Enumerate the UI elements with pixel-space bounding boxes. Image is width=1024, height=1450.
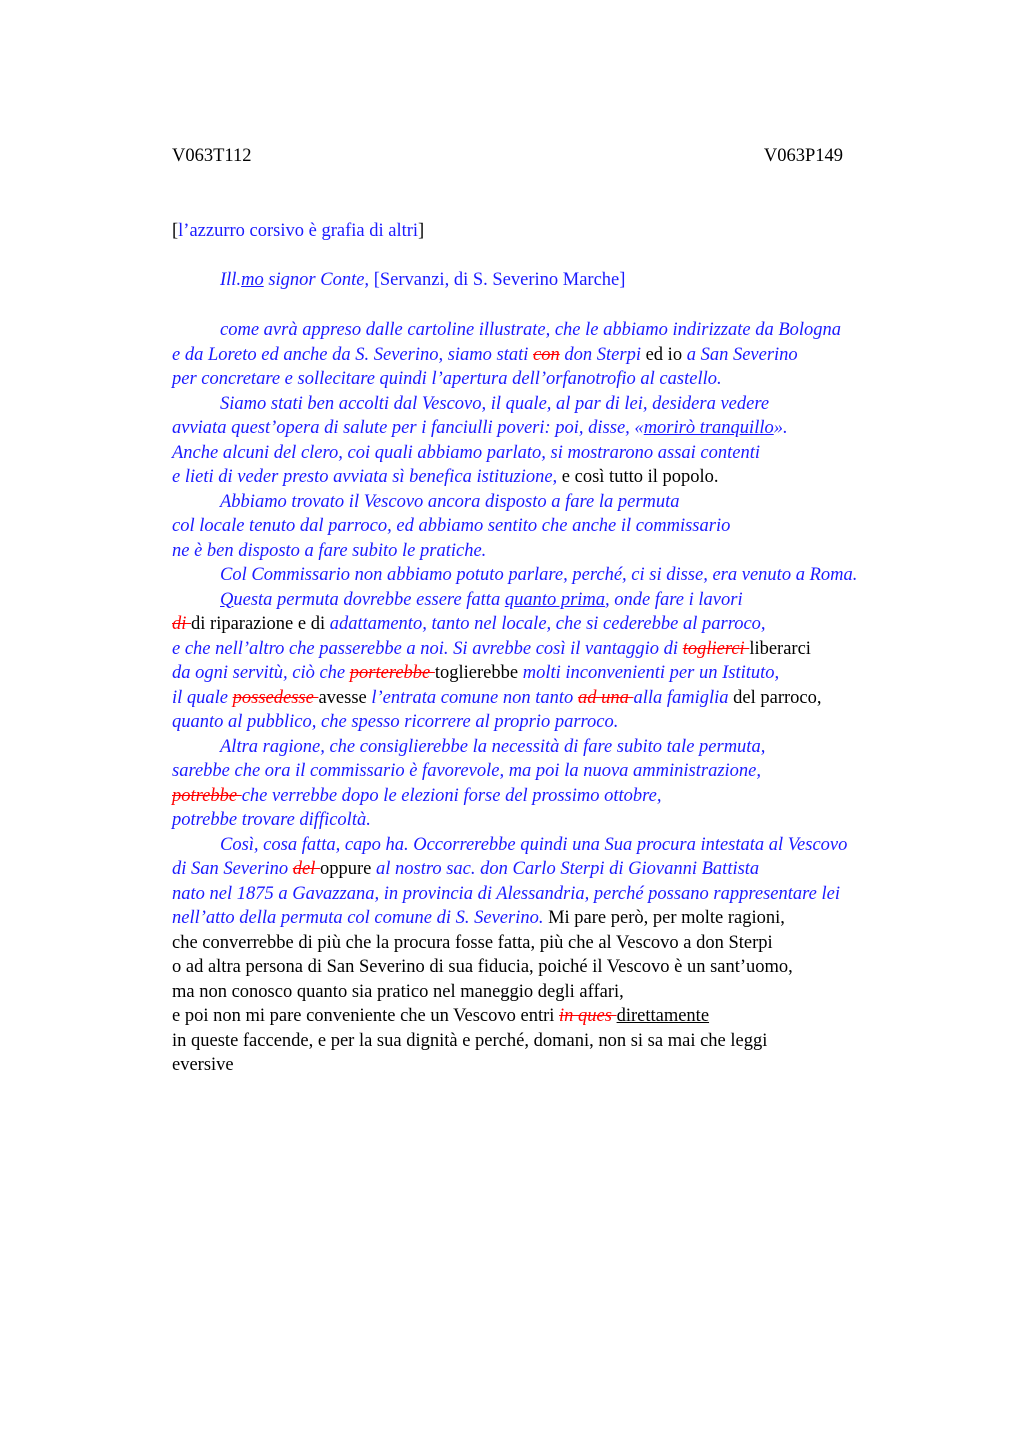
p1-text: a San Severino	[686, 344, 798, 365]
deleted-word: del	[292, 859, 320, 879]
deleted-word: ad una	[577, 687, 634, 708]
underlined-quote: morirò tranquillo	[643, 418, 774, 438]
deleted-word: di	[172, 614, 192, 634]
p7-author-line: ma non conosco quanto sia pratico nel maneggio degli affari,	[172, 981, 624, 1002]
p2-line: avviata quest’opera di salute per i fanciulli poveri: poi, disse, «	[172, 418, 644, 438]
p5-author-text: liberarci	[749, 638, 811, 659]
p5-author-text: avesse	[318, 687, 367, 708]
paragraph-1	[172, 318, 902, 392]
document-id-right: V063P149	[763, 146, 843, 166]
salutation-rest: signor Conte,	[263, 270, 374, 290]
editorial-note	[172, 221, 424, 242]
p7-text: al nostro sac. don Carlo Sterpi di Giovanni Battista	[371, 859, 760, 879]
note-text: l’azzurro corsivo è grafia di altri	[178, 221, 419, 241]
p6-line: Altra ragione, che consiglierebbe la necessità di fare subito tale permuta,	[220, 736, 766, 757]
p5-text: quanto al pubblico, che spesso ricorrere al proprio parroco.	[172, 712, 619, 732]
underlined-letter: Q	[220, 589, 234, 610]
deleted-word: potrebbe	[172, 785, 242, 806]
p7-author-text: oppure	[319, 859, 372, 879]
p2-line: Siamo stati ben accolti dal Vescovo, il quale, al par di lei, desidera vedere	[220, 393, 770, 414]
p2-line: e lieti di veder presto avviata sì benefica istituzione,	[172, 467, 558, 487]
p7-author-line: eversive	[172, 1055, 234, 1075]
p5-text: il quale	[172, 687, 233, 708]
deleted-word: possedesse	[232, 687, 319, 708]
p5-text: molti inconvenienti per un Istituto,	[518, 663, 780, 683]
salutation-bracket-note: [Servanzi, di S. Severino Marche]	[373, 270, 626, 290]
underlined-word: direttamente	[616, 1006, 710, 1026]
p6-text: che verrebbe dopo le elezioni forse del prossimo ottobre,	[241, 785, 662, 806]
p5-text: , onde fare i lavori	[605, 589, 743, 610]
p2-text: ».	[773, 418, 788, 438]
p5-author-text: di riparazione e di	[191, 614, 330, 634]
p5-text: adattamento, tanto nel locale, che si cederebbe al parroco,	[329, 614, 766, 634]
p1-line: e da Loreto ed anche da S. Severino, siamo stati	[172, 344, 534, 365]
salutation-ill: Ill.	[220, 270, 242, 290]
deleted-word: con	[533, 344, 560, 365]
p5-text: da ogni servitù, ciò che	[172, 663, 350, 683]
p7-author-line: che converrebbe di più che la procura fosse fatta, più che al Vescovo a don Sterpi	[172, 932, 773, 953]
p7-line: Così, cosa fatta, capo ha. Occorrerebbe quindi una Sua procura intestata al Vescovo	[220, 834, 848, 855]
p5-author-text: toglierebbe	[434, 663, 519, 683]
p6-line: potrebbe trovare difficoltà.	[172, 810, 371, 830]
p5-author-text: del parroco,	[728, 687, 822, 708]
paragraph-3	[172, 490, 902, 564]
letter-body	[172, 318, 902, 1078]
p7-author-line: o ad altra persona di San Severino di sua fiducia, poiché il Vescovo è un sant’uomo,	[172, 957, 793, 977]
note-open-bracket: [	[172, 221, 179, 241]
p1-line: come avrà appreso dalle cartoline illustrate, che le abbiamo indirizzate da Bologna	[220, 320, 842, 340]
p5-text: uesta permuta dovrebbe essere fatta	[233, 589, 505, 610]
p5-text: alla famiglia	[633, 687, 729, 708]
salutation	[220, 270, 625, 291]
deleted-word: toglierci	[682, 638, 750, 659]
paragraph-5	[172, 588, 902, 735]
p7-author-text: e poi non mi pare conveniente che un Vescovo entri	[172, 1006, 560, 1026]
p1-author-text: ed io	[640, 344, 687, 365]
underlined-phrase: quanto prima	[504, 589, 606, 610]
p3-line: ne è ben disposto a fare subito le pratiche.	[172, 540, 487, 561]
paragraph-7	[172, 833, 902, 1078]
p2-line: Anche alcuni del clero, coi quali abbiamo parlato, si mostrarono assai contenti	[172, 442, 761, 463]
p6-line: sarebbe che ora il commissario è favorevole, ma poi la nuova amministrazione,	[172, 761, 762, 781]
paragraph-4	[172, 563, 902, 588]
p3-line: col locale tenuto dal parroco, ed abbiamo sentito che anche il commissario	[172, 516, 731, 536]
paragraph-6	[172, 735, 902, 833]
p4-line: Col Commissario non abbiamo potuto parlare, perché, ci si disse, era venuto a Roma.	[220, 565, 858, 585]
p7-text: di San Severino	[172, 859, 293, 879]
p1-line: per concretare e sollecitare quindi l’apertura dell’orfanotrofio al castello.	[172, 369, 722, 389]
p5-text: l’entrata comune non tanto	[366, 687, 578, 708]
p7-author-text: Mi pare però, per molte ragioni,	[543, 908, 785, 928]
document-id-left: V063T112	[172, 146, 252, 166]
p7-author-line: in queste faccende, e per la sua dignità e perché, domani, non si sa mai che leggi	[172, 1030, 768, 1051]
deleted-word: porterebbe	[349, 663, 435, 683]
p3-line: Abbiamo trovato il Vescovo ancora disposto a fare la permuta	[220, 491, 680, 512]
salutation-mo: mo	[241, 270, 264, 290]
p7-line: nato nel 1875 a Gavazzana, in provincia di Alessandria, perché possano rappresentare lei	[172, 883, 840, 904]
p2-author-text: e così tutto il popolo.	[557, 467, 719, 487]
note-close-bracket: ]	[418, 221, 425, 241]
paragraph-2	[172, 392, 902, 490]
p7-text: nell’atto della permuta col comune di S. Severino.	[172, 908, 544, 928]
p5-text: e che nell’altro che passerebbe a noi. Si avrebbe così il vantaggio di	[172, 638, 683, 659]
deleted-word: in ques	[559, 1006, 617, 1026]
p1-text: don Sterpi	[559, 344, 641, 365]
